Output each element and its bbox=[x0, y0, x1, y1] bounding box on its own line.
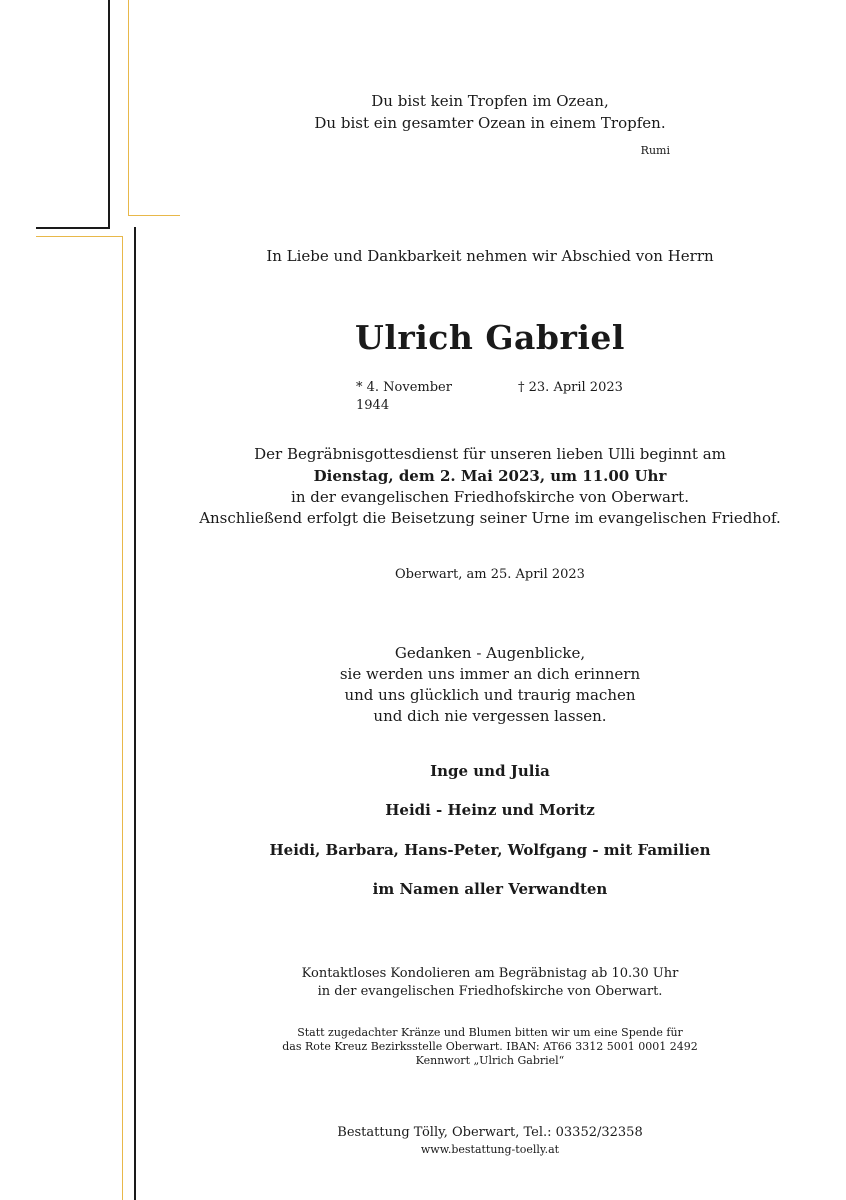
donation-line-3: Kennwort „Ulrich Gabriel“ bbox=[415, 1054, 565, 1067]
undertaker-website[interactable]: www.bestattung-toelly.at bbox=[420, 1143, 560, 1156]
deceased-name: Ulrich Gabriel bbox=[355, 318, 625, 357]
cross-vertical-black-lower bbox=[134, 229, 136, 1200]
service-line-3: in der evangelischen Friedhofskirche von Oberwart. bbox=[291, 488, 689, 506]
poem-line-3: und uns glücklich und traurig machen bbox=[344, 686, 636, 704]
quote-line-1: Du bist kein Tropfen im Ozean, bbox=[371, 92, 609, 110]
poem-line-1: Gedanken - Augenblicke, bbox=[394, 644, 586, 662]
donation-line-1: Statt zugedachter Kränze und Blumen bitten wir um eine Spende für bbox=[297, 1026, 683, 1039]
cross-vertical-gold-lower bbox=[122, 236, 123, 1200]
undertaker-line-1: Bestattung Tölly, Oberwart, Tel.: 03352/32358 bbox=[337, 1125, 643, 1140]
poem-line-2: sie werden uns immer an dich erinnern bbox=[339, 665, 641, 683]
cross-horizontal-gold-left bbox=[36, 236, 122, 237]
service-line-4: Anschließend erfolgt die Beisetzung seiner Urne im evangelischen Friedhof. bbox=[199, 509, 781, 527]
place-date: Oberwart, am 25. April 2023 bbox=[395, 567, 585, 582]
mourners-line-1: Inge und Julia bbox=[430, 762, 550, 780]
cross-vertical-black bbox=[108, 0, 110, 229]
cross-horizontal-black bbox=[36, 227, 110, 229]
cross-horizontal-black-right bbox=[134, 227, 136, 229]
birth-date: * 4. November 1944 bbox=[356, 380, 452, 413]
quote-author: Rumi bbox=[640, 144, 670, 157]
condolence-line-1: Kontaktloses Kondolieren am Begräbnistag ab 10.30 Uhr bbox=[301, 966, 679, 981]
mourners-line-3: Heidi, Barbara, Hans-Peter, Wolfgang - mit Familien bbox=[269, 841, 711, 859]
cross-horizontal-gold bbox=[128, 215, 180, 216]
intro-text: In Liebe und Dankbarkeit nehmen wir Abschied von Herrn bbox=[266, 247, 714, 265]
service-date-time: Dienstag, dem 2. Mai 2023, um 11.00 Uhr bbox=[313, 467, 667, 485]
mourners-line-4: im Namen aller Verwandten bbox=[372, 880, 608, 898]
cross-vertical-gold bbox=[128, 0, 129, 215]
service-line-1: Der Begräbnisgottesdienst für unseren lieben Ulli beginnt am bbox=[254, 445, 726, 463]
donation-line-2: das Rote Kreuz Bezirksstelle Oberwart. IBAN: AT66 3312 5001 0001 2492 bbox=[282, 1040, 698, 1053]
quote-line-2: Du bist ein gesamter Ozean in einem Tropfen. bbox=[314, 114, 666, 132]
death-date: † 23. April 2023 bbox=[518, 380, 623, 395]
condolence-line-2: in der evangelischen Friedhofskirche von Oberwart. bbox=[317, 984, 663, 999]
mourners-line-2: Heidi - Heinz und Moritz bbox=[385, 801, 595, 819]
poem-line-4: und dich nie vergessen lassen. bbox=[373, 707, 607, 725]
